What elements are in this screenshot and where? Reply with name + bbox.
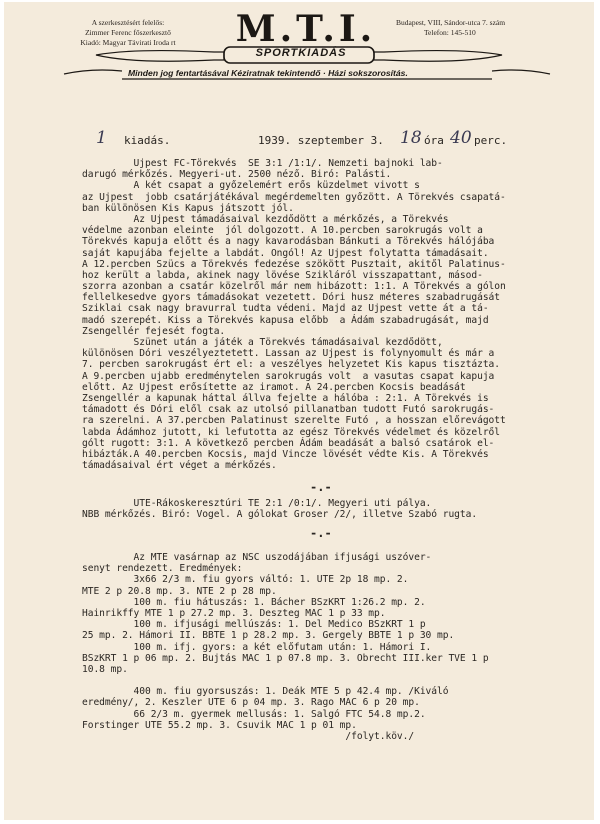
address-info	[396, 18, 566, 38]
text-line	[82, 675, 582, 686]
text-line: hoz került a labda, akinek nagy lövése Szikláról visszapattant, másod-	[82, 269, 483, 281]
issue-date: 1939. szeptember 3.	[258, 134, 384, 147]
text-line: ban különösen Kis Kapus játszott jól.	[82, 202, 294, 214]
text-line: Az Ujpest támadásaival kezdődött a mérkőzés, a Törekvés	[82, 213, 449, 225]
publisher-info	[48, 18, 208, 48]
text-line: támadásaival ért véget a mérkőzés.	[82, 460, 277, 472]
text-line: 100 m. ifj. gyors: a két előfutam után: 1. Hámori I.	[82, 641, 432, 653]
text-line: 25 mp. 2. Hámori II. BBTE 1 p 28.2 mp. 3. Gergely BBTE 1 p 30 mp.	[82, 630, 455, 642]
edition-label: kiadás.	[124, 134, 171, 147]
text-line: darugó mérkőzés. Megyeri-ut. 2500 néző. Biró: Palásti.	[82, 169, 392, 181]
text-line: labda Ádámhoz jutott, ki lefutotta az egész Törekvés védelmet és közelről	[82, 426, 500, 438]
text-line: Forstinger UTE 55.2 mp. 3. Csuvik MAC 1 p 01 mp.	[82, 719, 357, 731]
text-line: az Ujpest jobb csatárjátékával megérdemelten győzött. A Törekvés csapatá-	[82, 191, 506, 203]
sportkiadas-label: SPORTKIADÁS	[255, 47, 347, 59]
text-line: előtt. Az Ujpest erősítette az iramot. A 24.percben Kocsis beadását	[82, 381, 466, 393]
text-line: 7. percben sarokrugást ért el: a veszélyes helyzetet Kis kapus tisztázta.	[82, 359, 500, 371]
text-line: 66 2/3 m. gyermek mellusás: 1. Salgó FTC 54.8 mp.2.	[82, 708, 426, 720]
text-line: Az MTE vasárnap az NSC uszodájában ifjusági uszóver-	[82, 552, 432, 563]
article-ujpest-torekves	[82, 158, 582, 471]
text-line: hibázták.A 40.percben Kocsis, majd Vincze lövését védte Kis. A Törekvés	[82, 448, 489, 460]
hour-handwritten: 18	[400, 128, 422, 148]
text-line: saját kapujába fejelte a labdát. Ongól! Az Ujpest folytatta támadásait.	[82, 247, 489, 259]
text-line: senyt rendezett. Eredmények:	[82, 563, 243, 575]
text-line: ra szerelni. A 37.percben Palatinust szerelte Futó , a hosszan előrevágott	[82, 415, 506, 427]
text-line: Törekvés kapuja előtt és a nagy kavarodásban Bánkuti a Törekvés hálójába	[82, 236, 495, 248]
text-line: UTE-Rákoskeresztúri TE 2:1 /0:1/. Megyeri uti pálya.	[82, 498, 432, 509]
document-page	[4, 2, 594, 820]
publisher-line: A szerkesztésért felelős:	[91, 18, 165, 27]
text-line: 3x66 2/3 m. fiu gyors váltó: 1. UTE 2p 18 mp. 2.	[82, 574, 409, 586]
rights-notice: Minden jog fentartásával Kéziratnak tekintendő · Házi sokszorosítás.	[128, 68, 408, 78]
phone-line: Telefon: 145-510	[424, 28, 476, 37]
publisher-line: Zimmer Ferenc főszerkesztő	[85, 28, 171, 37]
section-separator: -.-	[310, 480, 332, 494]
text-line: BSzKRT 1 p 06 mp. 2. Bujtás MAC 1 p 07.8 mp. 3. Obrecht III.ker TVE 1 p	[82, 652, 489, 664]
text-line: A két csapat a győzelemért erős küzdelmet vivott s	[82, 180, 420, 192]
text-line: madó szerepét. Kiss a Törekvés kapusa előbb a Ádám szabadrugását, majd	[82, 314, 489, 326]
text-line: védelme azonban eleinte jól dolgozott. A 10.percben sarokrugás volt a	[82, 225, 483, 237]
text-line: szorra azonban a csatár közelről már nem hibázott: 1:1. A Törekvés a gólon	[82, 281, 506, 293]
text-line: A 9.percben ujabb eredménytelen sarokrugás volt a vasutas csapat kapuja	[82, 370, 495, 382]
text-line: 100 m. ifjusági mellúszás: 1. Del Medico BSzKRT 1 p	[82, 619, 426, 631]
text-line: MTE 2 p 20.8 mp. 3. NTE 2 p 28 mp.	[82, 585, 277, 597]
section-separator: -.-	[310, 526, 332, 540]
minute-handwritten: 40	[450, 128, 472, 148]
text-line: gólt rugott: 3:1. A következő percben Ádám beadását a balsó csatárok el-	[82, 437, 495, 449]
text-line: 100 m. fiu hátuszás: 1. Bácher BSzKRT 1:26.2 mp. 2.	[82, 596, 426, 608]
text-line: támadott és Dóri elől csak az utolsó pillanatban tudott Futó sarokrugás-	[82, 404, 495, 416]
text-line: különösen Dóri veszélyeztetett. Lassan az Ujpest is folynyomult és már a	[82, 348, 495, 360]
mti-logo: M.T.I.	[235, 8, 377, 50]
text-line: Sziklai csak nagy bravurral tudta védeni. Majd az Ujpest vette át a tá-	[82, 303, 489, 315]
publisher-line: Kiadó: Magyar Távirati Iroda rt	[80, 38, 176, 47]
text-line: Zsengellér a kapunak háttal állva fejelte a hálóba : 2:1. A Törekvés is	[82, 392, 489, 404]
article-ute-rakoskeresztur	[82, 498, 582, 520]
text-line: 10.8 mp.	[82, 663, 128, 675]
address-line: Budapest, VIII, Sándor-utca 7. szám	[396, 18, 506, 27]
text-line: Zsengellér fejesét fogta.	[82, 325, 226, 337]
text-line: /folyt.köv./	[82, 731, 415, 742]
text-line: Szünet után a játék a Törekvés támadásaival kezdődött,	[82, 337, 443, 348]
text-line: fellelkesedve gyors támadásokat vezetett. Dóri husz méteres szabadrugását	[82, 292, 500, 304]
minute-label: perc.	[474, 134, 508, 147]
text-line: eredmény/, 2. Keszler UTE 6 p 04 mp. 3. Rago MAC 6 p 20 mp.	[82, 697, 420, 709]
text-line: Hainrikffy MTE 1 p 27.2 mp. 3. Deszteg MAC 1 p 33 mp.	[82, 607, 386, 619]
text-line: Ujpest FC-Törekvés SE 3:1 /1:1/. Nemzeti bajnoki lab-	[82, 158, 443, 169]
text-line: NBB mérkőzés. Biró: Vogel. A gólokat Groser /2/, illetve Szabó rugta.	[82, 509, 478, 521]
text-line: A 12.percben Szücs a Törekvés fedezése szökött Pusztait, akitől Palatinus-	[82, 258, 506, 270]
hour-label: óra	[424, 134, 444, 147]
edition-number-handwritten: 1	[96, 128, 107, 148]
article-mte-swimming	[82, 552, 582, 742]
text-line: 400 m. fiu gyorsuszás: 1. Deák MTE 5 p 42.4 mp. /Kiváló	[82, 686, 449, 698]
